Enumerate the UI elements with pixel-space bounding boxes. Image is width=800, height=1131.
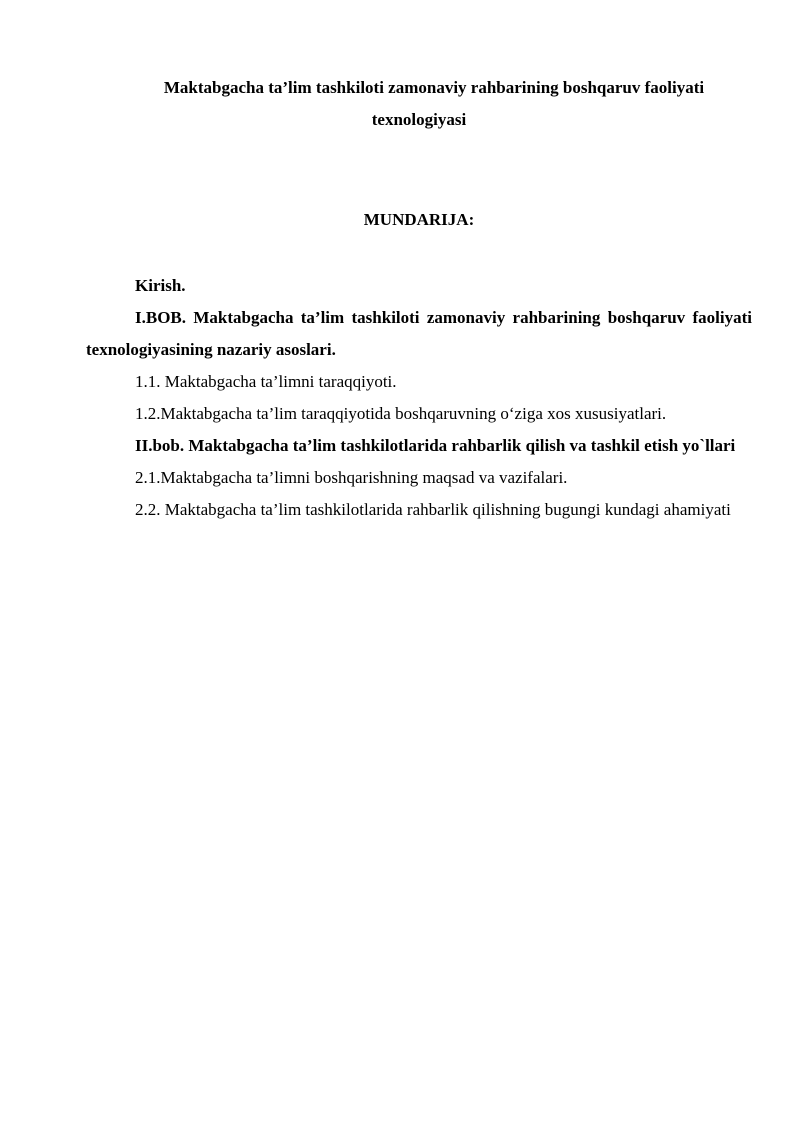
toc-entry-section-1-1: 1.1. Maktabgacha ta’limni taraqqiyoti. <box>135 372 397 391</box>
toc-entry-introduction: Kirish. <box>135 276 186 295</box>
document-title-line-1: Maktabgacha ta’lim tashkiloti zamonaviy rahbarining boshqaruv faoliyati <box>163 78 705 97</box>
toc-entry-chapter-1: I.BOB. Maktabgacha ta’lim tashkiloti zamonaviy rahbarining boshqaruv faoliyati texnologiyasining nazariy asoslari. <box>86 308 752 359</box>
contents-heading: MUNDARIJA: <box>363 210 475 229</box>
toc-entry-section-2-1: 2.1.Maktabgacha ta’limni boshqarishning maqsad va vazifalari. <box>135 468 568 487</box>
document-title-line-2: texnologiyasi <box>371 110 467 129</box>
toc-entry-chapter-2: II.bob. Maktabgacha ta’lim tashkilotlarida rahbarlik qilish va tashkil etish yo`llari <box>135 436 736 455</box>
toc-entry-section-2-2: 2.2. Maktabgacha ta’lim tashkilotlarida rahbarlik qilishning bugungi kundagi ahamiyati <box>135 500 731 519</box>
toc-entry-section-1-2: 1.2.Maktabgacha ta’lim taraqqiyotida boshqaruvning o‘ziga xos xususiyatlari. <box>135 404 667 423</box>
table-of-contents <box>86 270 752 526</box>
